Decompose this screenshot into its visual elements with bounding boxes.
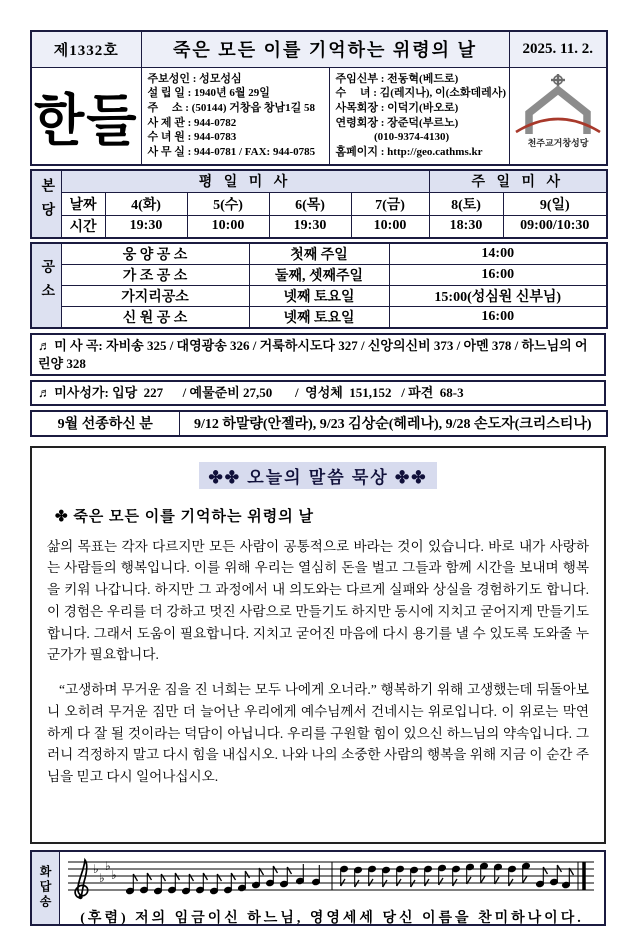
gongso-name: 가지리공소 [61,286,249,307]
gongso-when: 넷째 토요일 [249,286,389,307]
bulletin-title: 죽은 모든 이를 기억하는 위령의 날 [141,31,509,67]
info-pastor: 주임신부 : 전동혁(베드로) [335,72,459,85]
meditation-subtitle: ✤ 죽은 모든 이를 기억하는 위령의 날 [55,508,314,525]
psalm-refrain-lyrics: (후렴) 저의 임금이신 하느님, 영영세세 당신 이름을 찬미하나이다. [80,910,584,926]
info-convent-phone: 수 녀 원 : 944-0783 [147,131,237,144]
info-founded: 설 립 일 : 1940년 6월 29일 [147,87,270,100]
deceased-names: 9/12 하말량(안젤라), 9/23 김상순(헤레나), 9/28 손도자(크리스티나) [179,411,607,436]
music-staff [64,854,600,902]
info-phone-number: (010-9374-4130) [335,131,450,144]
meditation-paragraph-2: “고생하며 무거운 짐을 진 너희는 모두 나에게 오너라.” 행복하기 위해 고생했는데 뒤돌아보니 오히려 무거운 짐만 더 늘어난 우리에게 예수님께서 건네시는 위로입니다. 이 위로는 막연하게 다 잘 될 것이라는 덕담이 아닙니다. 우리를 구원할 힘이 있으신 하느님의 약속입니다. 그러니 걱정하지 말고 다시 힘을 내십시오. 나와 나의 소중한 사람의 행복을 위해 지금 이 순간 주님을 믿고 다시 일어나십시오. [47,682,589,785]
mass-date: 7(금) [351,192,429,215]
time-row-label: 시간 [61,215,105,238]
treble-clef-icon [75,860,88,899]
date-row-label: 날짜 [61,192,105,215]
gongso-name: 웅 양 공 소 [61,243,249,265]
key-signature-flats [93,859,117,885]
section-label-main-parish: 본당 [31,170,61,238]
parish-info-left [141,67,329,165]
church-logo-icon [512,68,604,158]
mass-schedule-table [30,169,608,239]
info-sisters: 수 녀 : 김(레지나), 이(소화데레사) [335,87,507,100]
mass-music-box [30,333,606,376]
mass-hymn-label: ♬ 미사성가: [38,385,109,401]
info-council-chair: 사목회장 : 이덕기(바오로) [335,102,459,115]
gongso-name: 신 원 공 소 [61,307,249,329]
church-logo-caption: 천주교거창성당 [527,138,589,149]
mass-time: 10:00 [351,215,429,238]
gongso-name: 가 조 공 소 [61,265,249,286]
church-logo-cell [509,67,607,165]
info-address: 주 소 : (50144) 거창읍 창남1길 58 [147,102,315,115]
mass-hymn-list: 입당 227 / 예물준비 27,50 / 영성체 151,152 / 파견 68-3 [112,385,464,401]
info-patron: 주보성인 : 성모성심 [147,72,242,85]
meditation-title: ✤✤ 오늘의 말씀 묵상 ✤✤ [199,462,438,489]
weekday-mass-header: 평 일 미 사 [61,170,429,192]
meditation-box [30,446,606,844]
svg-text:♭: ♭ [93,861,99,876]
gongso-time: 16:00 [389,265,607,286]
mass-time: 18:30 [429,215,503,238]
gongso-time: 14:00 [389,243,607,265]
mass-music-label: ♬ 미 사 곡: [38,338,103,353]
header-table [30,30,608,166]
svg-text:♭: ♭ [111,867,117,882]
mass-music-list: 자비송 325 / 대영광송 326 / 거룩하시도다 327 / 신앙의신비 373 / 아멘 378 / 하느님의 어린양 328 [38,338,588,371]
info-yeonryeong-chair: 연령회장 : 장준덕(부르노) [335,116,459,129]
mass-date: 5(수) [187,192,269,215]
gongso-when: 첫째 주일 [249,243,389,265]
gongso-schedule-table [30,242,608,329]
mass-time: 10:00 [187,215,269,238]
mass-time: 19:30 [269,215,351,238]
gongso-time: 15:00(성심원 신부님) [389,286,607,307]
info-office-phone: 사 무 실 : 944-0781 / FAX: 944-0785 [147,146,316,159]
info-homepage-url: 홈페이지 : http://geo.cathms.kr [335,146,483,159]
deceased-table [30,410,608,437]
parish-logo-cell [31,67,141,165]
gongso-time: 16:00 [389,307,607,329]
responsorial-psalm-box [30,850,606,926]
svg-text:♭: ♭ [99,870,105,885]
gongso-when: 넷째 토요일 [249,307,389,329]
svg-text:♭: ♭ [105,858,111,873]
meditation-paragraph-1: 삶의 목표는 각자 다르지만 모든 사람이 공통적으로 바라는 것이 있습니다. 바로 내가 사랑하는 사람들의 행복입니다. 이를 위해 우리는 열심히 돈을 벌고 그들과 함께 시간을 보내며 행복을 키워 나갑니다. 하지만 그 과정에서 내 의도와는 다르게 실패와 상실을 경험하기도 합니다. 이 경험은 우리를 더 강하고 멋진 사람으로 만들기도 하지만 동시에 지치고 굳어지게 만들기도 합니다. 그래서 도움이 필요합니다. 지치고 굳어진 마음에 다시 용기를 낼 수 있도록 도와줄 누군가가 필요합니다. [47,538,589,663]
mass-date: 9(일) [503,192,607,215]
mass-date: 6(목) [269,192,351,215]
info-rectory-phone: 사 제 관 : 944-0782 [147,116,237,129]
sunday-mass-header: 주 일 미 사 [429,170,607,192]
mass-hymn-box [30,380,606,406]
psalm-section-label: 화답송 [32,852,60,924]
mass-time: 19:30 [105,215,187,238]
parish-info-right [329,67,509,165]
parish-logo-text: 한들 [34,88,139,155]
mass-time: 09:00/10:30 [503,215,607,238]
bulletin-date: 2025. 11. 2. [509,31,607,67]
mass-date: 4(화) [105,192,187,215]
deceased-label: 9월 선종하신 분 [31,411,179,436]
gongso-when: 둘째, 셋째주일 [249,265,389,286]
psalm-body [60,852,604,924]
section-label-gongso: 공소 [31,243,61,328]
issue-number: 제1332호 [31,31,141,67]
mass-date: 8(토) [429,192,503,215]
